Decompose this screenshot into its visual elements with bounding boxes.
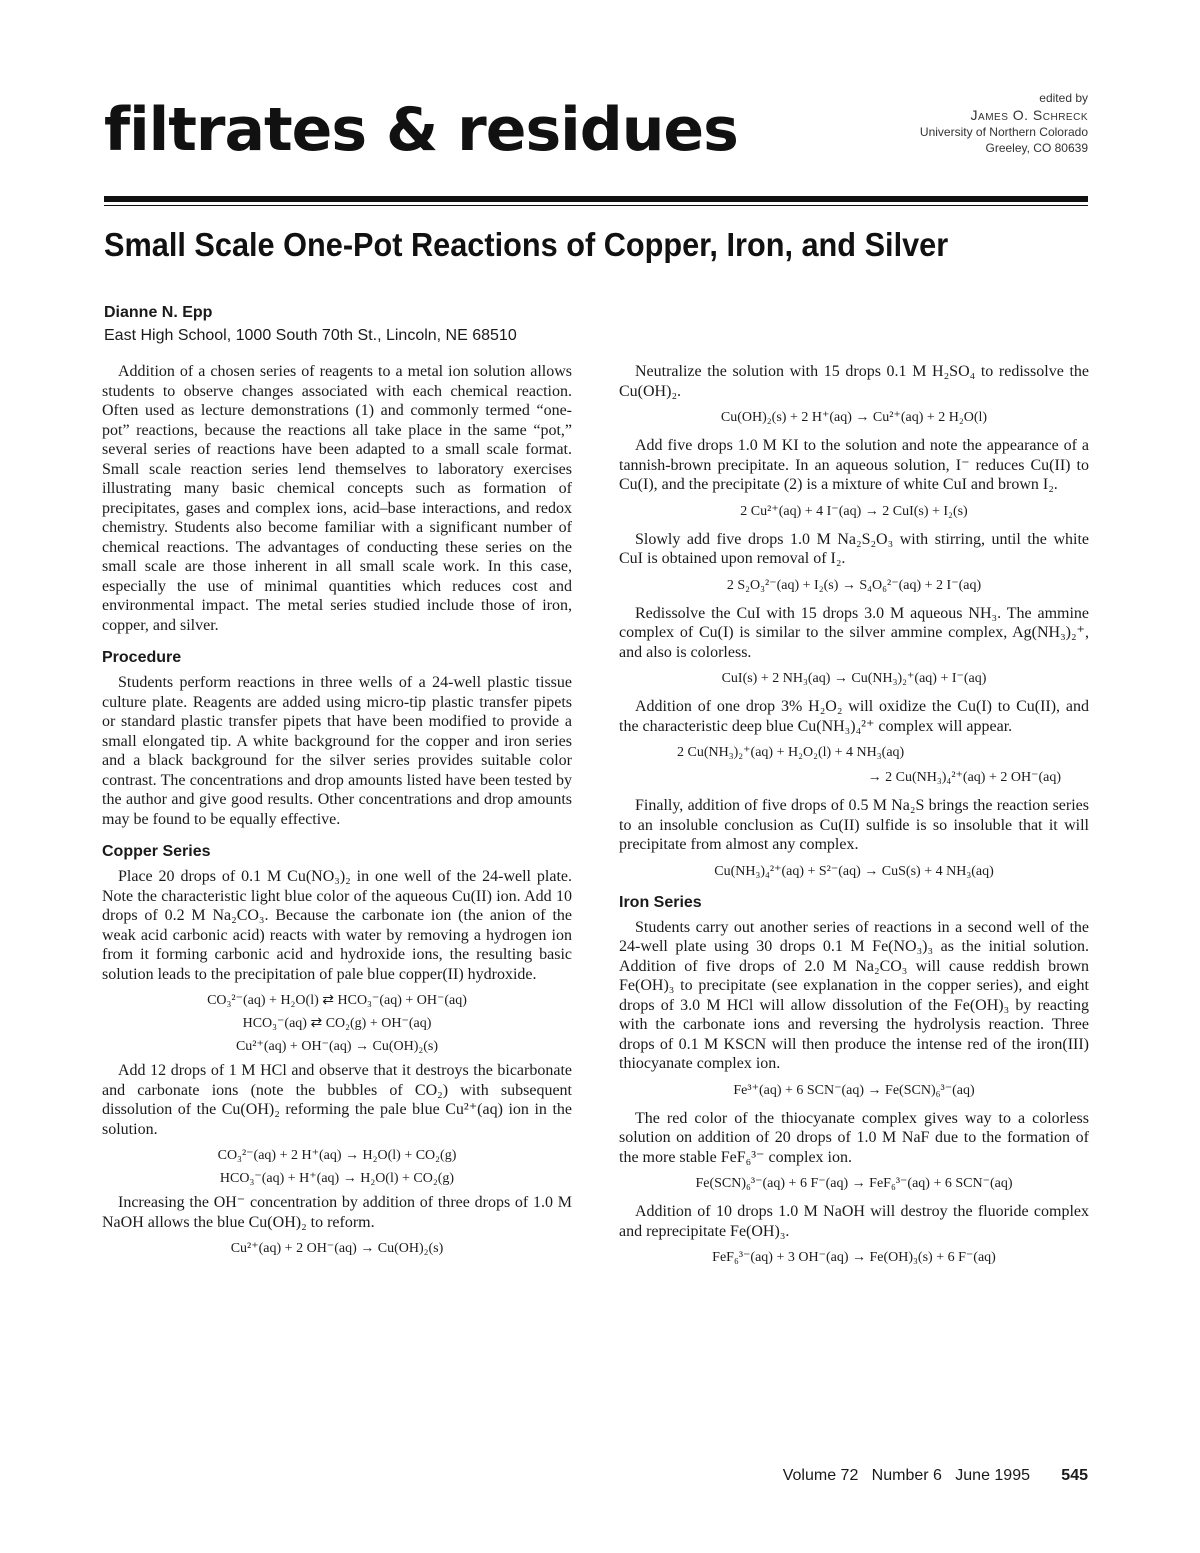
equation-13: Fe³⁺(aq) + 6 SCN⁻(aq) → Fe(SCN)₆³⁻(aq)	[733, 1082, 975, 1098]
equation-6: Cu²⁺(aq) + 2 OH⁻(aq) → Cu(OH)₂(s)	[230, 1241, 444, 1256]
procedure-paragraph: Students perform reactions in three wells of a 24-well plastic tissue culture plate. Reagents are added using micro-tip plastic transfer pipets or standard plastic transfer pipets that have been modified to provide a small elongated tip. A white background for the copper and iron series and a black background for the silver series provides suitable color contrast. The concentrations and drop amounts listed have been tested by the author and give good results. Other concentrations and drop amounts may be found to be equally effective.	[102, 674, 572, 828]
equation-5: HCO₃⁻(aq) + H⁺(aq) → H₂O(l) + CO₂(g)	[219, 1171, 455, 1186]
right-paragraph-1: Neutralize the solution with 15 drops 0.1 M H₂SO₄ to redissolve the Cu(OH)₂.	[619, 363, 1089, 400]
right-paragraph-3: Slowly add five drops 1.0 M Na₂S₂O₃ with stirring, until the white CuI is obtained upon removal of I₂.	[619, 530, 1089, 567]
author-name: Dianne N. Epp	[104, 304, 213, 321]
equation-14: Fe(SCN)₆³⁻(aq) + 6 F⁻(aq) → FeF₆³⁻(aq) + 6 SCN⁻(aq)	[695, 1176, 1013, 1191]
iron-series-heading: Iron Series	[619, 893, 702, 911]
equation-7: Cu(OH)₂(s) + 2 H⁺(aq) → Cu²⁺(aq) + 2 H₂O(l)	[720, 410, 988, 425]
equation-11-line-1: 2 Cu(NH₃)₂⁺(aq) + H₂O₂(l) + 4 NH₃(aq)	[677, 745, 905, 760]
iron-paragraph-3: Addition of 10 drops 1.0 M NaOH will destroy the fluoride complex and reprecipitate Fe(OH)₃.	[619, 1203, 1089, 1240]
iron-paragraph-1: Students carry out another series of reactions in a second well of the 24-well plate using 30 drops 0.1 M Fe(NO₃)₃ as the initial solution. Addition of five drops of 2.0 M Na₂CO₃ will cause reddish brown Fe(OH)₃ to precipitate (see explanation in the copper series), and eight drops of 3.0 M HCl will allow dissolution of the Fe(OH)₃ by reacting with the carbonate ions and reversing the hydrolysis reaction. Three drops of 0.1 M KSCN will then produce the intense red of the iron(III) thiocyanate complex ion.	[619, 918, 1089, 1072]
right-paragraph-6: Finally, addition of five drops of 0.5 M Na₂S brings the reaction series to an insoluble conclusion as Cu(II) sulfide is so insoluble that it will precipitate from almost any complex.	[619, 797, 1089, 853]
equation-1: CO₃²⁻(aq) + H₂O(l) ⇄ HCO₃⁻(aq) + OH⁻(aq)	[207, 993, 467, 1008]
header-rule-thick	[104, 196, 1088, 202]
section-title: filtrates & residues	[104, 95, 738, 165]
equation-10: CuI(s) + 2 NH₃(aq) → Cu(NH₃)₂⁺(aq) + I⁻(aq)	[721, 671, 987, 686]
equation-15: FeF₆³⁻(aq) + 3 OH⁻(aq) → Fe(OH)₃(s) + 6 F⁻(aq)	[712, 1250, 996, 1265]
procedure-heading: Procedure	[102, 649, 182, 666]
equation-3: Cu²⁺(aq) + OH⁻(aq) → Cu(OH)₂(s)	[235, 1039, 439, 1054]
intro-paragraph: Addition of a chosen series of reagents to a metal ion solution allows students to observe changes associated with each chemical reaction. Often used as lecture demonstrations (1) and commonly termed “one-pot” reactions, because the reactions all take place in the same “pot,” several series of reactions have been adapted to a small scale format. Small scale reaction series lend themselves to laboratory exercises illustrating many basic chemical concepts such as formation of precipitates, gases and complex ions, acid–base interactions, and redox chemistry. Students also become familiar with a significant number of chemical reactions. The advantages of conducting these series on the small scale are those inherent in all small scale work. In this case, especially the use of minimal quantities which reduces cost and environmental impact. The metal series studied include those of iron, copper, and silver.	[102, 363, 572, 634]
left-column	[102, 362, 572, 1263]
copper-paragraph-1: Place 20 drops of 0.1 M Cu(NO₃)₂ in one well of the 24-well plate. Note the characteristic light blue color of the aqueous Cu(II) ion. Add 10 drops of 0.2 M Na₂CO₃. Because the carbonate ion (the anion of the weak acid carbonic acid) reacts with water by removing a hydrogen ion from it forming carbonic acid and hydroxide ions, the resulting basic solution leads to the precipitation of pale blue copper(II) hydroxide.	[102, 868, 572, 983]
journal-info: Volume 72 Number 6 June 1995	[782, 1467, 1030, 1484]
author-affiliation: East High School, 1000 South 70th St., Lincoln, NE 68510	[104, 327, 517, 344]
copper-series-heading: Copper Series	[102, 843, 211, 860]
right-paragraph-5: Addition of one drop 3% H₂O₂ will oxidize the Cu(I) to Cu(II), and the characteristic deep blue Cu(NH₃)₄²⁺ complex will appear.	[619, 698, 1089, 735]
editor-location: Greeley, CO 80639	[985, 141, 1088, 155]
equation-4: CO₃²⁻(aq) + 2 H⁺(aq) → H₂O(l) + CO₂(g)	[217, 1148, 457, 1163]
equation-11-line-2: → 2 Cu(NH₃)₄²⁺(aq) + 2 OH⁻(aq)	[867, 770, 1061, 785]
right-paragraph-4: Redissolve the CuI with 15 drops 3.0 M aqueous NH₃. The ammine complex of Cu(I) is similar to the silver ammine complex, Ag(NH₃)₂⁺, and also is colorless.	[619, 604, 1089, 661]
iron-paragraph-2: The red color of the thiocyanate complex gives way to a colorless solution on addition of 20 drops of 1.0 M NaF due to the formation of the more stable FeF₆³⁻ complex ion.	[619, 1109, 1089, 1166]
right-paragraph-2: Add five drops 1.0 M KI to the solution and note the appearance of a tannish-brown precipitate. In an aqueous solution, I⁻ reduces Cu(II) to Cu(I), and the precipitate (2) is a mixture of white CuI and brown I₂.	[619, 437, 1089, 493]
editor-name: James O. Schreck	[970, 107, 1088, 123]
equation-12: Cu(NH₃)₄²⁺(aq) + S²⁻(aq) → CuS(s) + 4 NH₃(aq)	[714, 863, 994, 879]
equation-9: 2 S₂O₃²⁻(aq) + I₂(s) → S₄O₆²⁻(aq) + 2 I⁻(aq)	[726, 577, 982, 593]
equation-8: 2 Cu²⁺(aq) + 4 I⁻(aq) → 2 CuI(s) + I₂(s)	[740, 503, 968, 519]
copper-paragraph-2: Add 12 drops of 1 M HCl and observe that it destroys the bicarbonate and carbonate ions (note the bubbles of CO₂) with subsequent dissolution of the Cu(OH)₂ reforming the pale blue Cu²⁺(aq) ion in the solution.	[102, 1062, 572, 1138]
page-number: 545	[1061, 1467, 1088, 1484]
right-column	[619, 362, 1089, 1276]
editor-block	[920, 90, 1088, 156]
edited-by-label: edited by	[1039, 91, 1088, 105]
equation-2: HCO₃⁻(aq) ⇄ CO₂(g) + OH⁻(aq)	[242, 1016, 432, 1031]
editor-affiliation: University of Northern Colorado	[919, 125, 1088, 139]
copper-paragraph-3: Increasing the OH⁻ concentration by addition of three drops of 1.0 M NaOH allows the blue Cu(OH)₂ to reform.	[102, 1194, 572, 1231]
header-rule-thin	[104, 205, 1088, 206]
article-title: Small Scale One-Pot Reactions of Copper, Iron, and Silver	[104, 226, 949, 263]
